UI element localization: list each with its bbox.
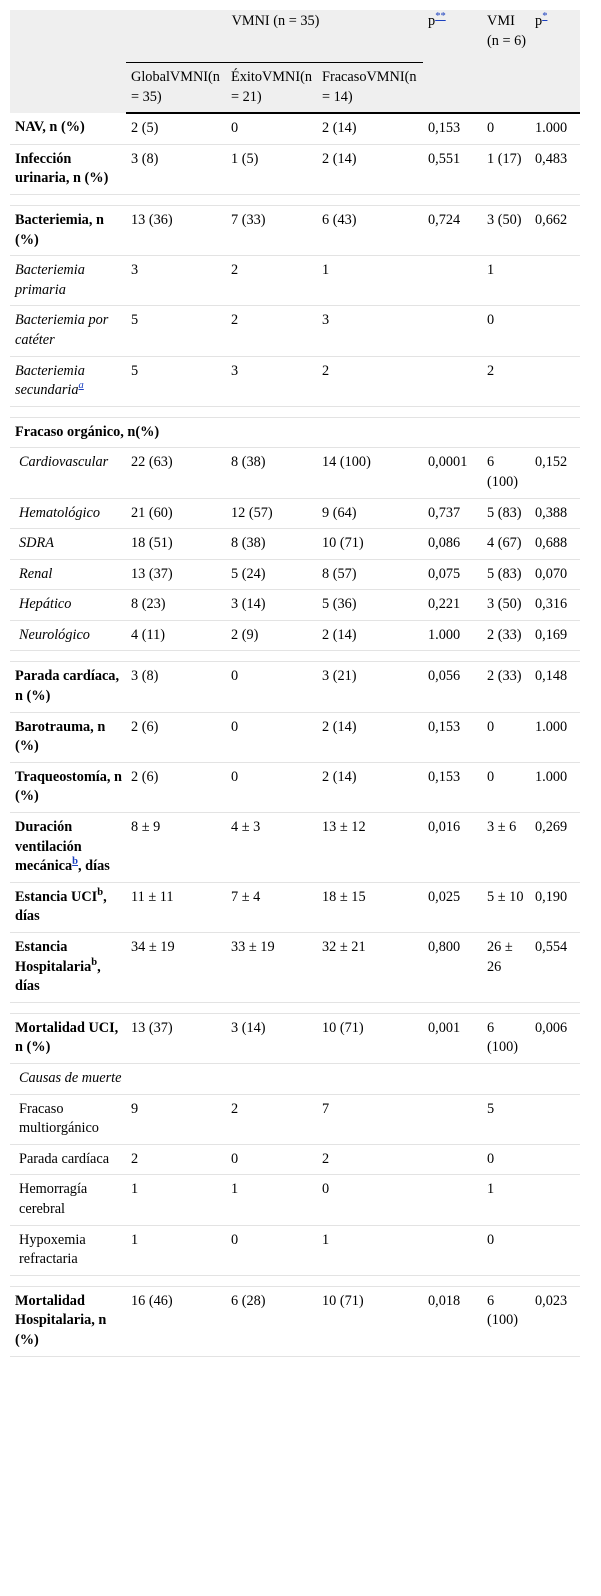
- cell-p-vmni: 0,221: [423, 590, 482, 621]
- cell-p-vmi: 0,006: [530, 1013, 580, 1063]
- header-blank: [10, 10, 126, 113]
- cell-p-vmi: 0,269: [530, 813, 580, 883]
- row-label-suffix: , días: [15, 888, 107, 925]
- cell-p-vmni: 0,001: [423, 1013, 482, 1063]
- cell-p-vmi: 1.000: [530, 762, 580, 812]
- table-row: [10, 256, 580, 306]
- row-label-suffix: , días: [78, 858, 110, 875]
- cell-p-vmi: 0,169: [530, 620, 580, 651]
- table-row: [10, 448, 580, 498]
- spacer-row: [10, 1002, 580, 1013]
- table-row: [10, 356, 580, 406]
- cell-vmi: 0: [482, 306, 530, 356]
- table-row: [10, 113, 580, 144]
- cell-p-vmni: 1.000: [423, 620, 482, 651]
- row-label: [10, 813, 126, 883]
- cell-p-vmi: 0,483: [530, 144, 580, 194]
- row-label: Bacteriemia por catéter: [10, 306, 126, 356]
- table-row: [10, 662, 580, 712]
- table-row: [10, 1144, 580, 1175]
- cell-exito: 0: [226, 1144, 317, 1175]
- cell-p-vmi: [530, 256, 580, 306]
- cell-exito: 2: [226, 306, 317, 356]
- table-row: [10, 712, 580, 762]
- cell-fracaso: 9 (64): [317, 498, 423, 529]
- row-label: Hematológico: [10, 498, 126, 529]
- cell-p-vmi: 0,688: [530, 529, 580, 560]
- cell-fracaso: 2 (14): [317, 144, 423, 194]
- cell-exito: 7 (33): [226, 205, 317, 255]
- cell-exito: 0: [226, 762, 317, 812]
- cell-p-vmni: 0,056: [423, 662, 482, 712]
- footnote-link-a[interactable]: a: [78, 380, 84, 392]
- cell-exito: 3 (14): [226, 1013, 317, 1063]
- cell-p-vmni: 0,075: [423, 559, 482, 590]
- cell-vmi: 2 (33): [482, 662, 530, 712]
- cell-global: 2: [126, 1144, 226, 1175]
- spacer-row: [10, 1275, 580, 1286]
- row-label: Parada cardíaca, n (%): [10, 662, 126, 712]
- cell-fracaso: 2: [317, 1144, 423, 1175]
- cell-global: 34 ± 19: [126, 933, 226, 1003]
- footnote-link-star[interactable]: *: [542, 11, 548, 23]
- cell-exito: 1 (5): [226, 144, 317, 194]
- results-table-container: [10, 10, 580, 1357]
- row-label: Infección urinaria, n (%): [10, 144, 126, 194]
- cell-global: 11 ± 11: [126, 882, 226, 932]
- cell-vmi: 2 (33): [482, 620, 530, 651]
- cell-global: 3 (8): [126, 144, 226, 194]
- spacer-row: [10, 194, 580, 205]
- cell-global: 8 ± 9: [126, 813, 226, 883]
- cell-global: 3 (8): [126, 662, 226, 712]
- cell-p-vmni: 0,153: [423, 712, 482, 762]
- row-label: Cardiovascular: [10, 448, 126, 498]
- cell-vmi: 26 ± 26: [482, 933, 530, 1003]
- cell-vmi: 4 (67): [482, 529, 530, 560]
- section-title: Causas de muerte: [10, 1063, 580, 1094]
- cell-fracaso: 2: [317, 356, 423, 406]
- cell-global: 8 (23): [126, 590, 226, 621]
- cell-exito: 2 (9): [226, 620, 317, 651]
- cell-p-vmni: 0,016: [423, 813, 482, 883]
- cell-global: 21 (60): [126, 498, 226, 529]
- cell-exito: 12 (57): [226, 498, 317, 529]
- row-label: Bacteriemia primaria: [10, 256, 126, 306]
- cell-p-vmi: 1.000: [530, 712, 580, 762]
- cell-vmi: 1 (17): [482, 144, 530, 194]
- cell-p-vmni: [423, 1225, 482, 1275]
- cell-fracaso: 10 (71): [317, 1013, 423, 1063]
- table-row: [10, 590, 580, 621]
- cell-fracaso: 2 (14): [317, 712, 423, 762]
- cell-vmi: 0: [482, 1225, 530, 1275]
- spacer-cell: [10, 406, 580, 417]
- cell-vmi: 1: [482, 256, 530, 306]
- cell-fracaso: 0: [317, 1175, 423, 1225]
- cell-exito: 2: [226, 1094, 317, 1144]
- table-row: [10, 529, 580, 560]
- cell-p-vmi: [530, 1175, 580, 1225]
- cell-vmi: 2: [482, 356, 530, 406]
- table-row: [10, 1286, 580, 1356]
- row-label: Fracaso multiorgánico: [10, 1094, 126, 1144]
- cell-fracaso: 7: [317, 1094, 423, 1144]
- cell-p-vmi: 0,070: [530, 559, 580, 590]
- row-label: [10, 356, 126, 406]
- cell-global: 13 (37): [126, 559, 226, 590]
- cell-global: 9: [126, 1094, 226, 1144]
- cell-p-vmi: [530, 1094, 580, 1144]
- cell-exito: 0: [226, 712, 317, 762]
- spacer-row: [10, 651, 580, 662]
- header-p-vmni: p**: [423, 10, 482, 63]
- table-row: [10, 559, 580, 590]
- cell-p-vmi: 1.000: [530, 113, 580, 144]
- cell-vmi: 5 ± 10: [482, 882, 530, 932]
- cell-p-vmni: [423, 356, 482, 406]
- table-row: [10, 1013, 580, 1063]
- cell-fracaso: 13 ± 12: [317, 813, 423, 883]
- table-row: [10, 813, 580, 883]
- superscript-b: b: [91, 956, 98, 968]
- table-row: [10, 1094, 580, 1144]
- cell-p-vmni: [423, 1144, 482, 1175]
- footnote-link-double-star[interactable]: **: [435, 11, 446, 23]
- cell-exito: 0: [226, 113, 317, 144]
- cell-fracaso: 10 (71): [317, 529, 423, 560]
- cell-p-vmni: [423, 306, 482, 356]
- cell-p-vmni: 0,086: [423, 529, 482, 560]
- cell-exito: 8 (38): [226, 529, 317, 560]
- cell-p-vmni: 0,025: [423, 882, 482, 932]
- row-label-text: Estancia UCI: [15, 888, 98, 905]
- row-label: Bacteriemia, n (%): [10, 205, 126, 255]
- row-label: Renal: [10, 559, 126, 590]
- cell-fracaso: 6 (43): [317, 205, 423, 255]
- table-row: [10, 620, 580, 651]
- cell-p-vmni: 0,153: [423, 762, 482, 812]
- cell-p-vmni: 0,737: [423, 498, 482, 529]
- cell-p-vmni: [423, 1175, 482, 1225]
- cell-fracaso: 8 (57): [317, 559, 423, 590]
- cell-vmi: 6 (100): [482, 1013, 530, 1063]
- header-exito-vmni: ÉxitoVMNI(n = 21): [226, 63, 317, 114]
- cell-p-vmni: [423, 1094, 482, 1144]
- cell-p-vmi: 0,023: [530, 1286, 580, 1356]
- row-label: Mortalidad Hospitalaria, n (%): [10, 1286, 126, 1356]
- cell-fracaso: 2 (14): [317, 762, 423, 812]
- cell-vmi: 0: [482, 113, 530, 144]
- cell-p-vmni: 0,724: [423, 205, 482, 255]
- row-label: [10, 882, 126, 932]
- cell-p-vmni: 0,018: [423, 1286, 482, 1356]
- table-row: [10, 882, 580, 932]
- spacer-cell: [10, 194, 580, 205]
- header-blank-vmi: [482, 63, 530, 114]
- cell-global: 13 (36): [126, 205, 226, 255]
- cell-vmi: 5 (83): [482, 498, 530, 529]
- cell-global: 13 (37): [126, 1013, 226, 1063]
- cell-exito: 2: [226, 256, 317, 306]
- cell-global: 3: [126, 256, 226, 306]
- footnote-link-b[interactable]: b: [72, 856, 79, 868]
- spacer-cell: [10, 1275, 580, 1286]
- spacer-row: [10, 406, 580, 417]
- table-row: [10, 205, 580, 255]
- cell-global: 1: [126, 1175, 226, 1225]
- cell-global: 2 (6): [126, 762, 226, 812]
- cell-fracaso: 18 ± 15: [317, 882, 423, 932]
- cell-fracaso: 2 (14): [317, 113, 423, 144]
- table-header: [10, 10, 580, 113]
- row-label: Barotrauma, n (%): [10, 712, 126, 762]
- row-label: NAV, n (%): [10, 113, 126, 144]
- header-p-vmi: p*: [530, 10, 580, 63]
- cell-vmi: 5: [482, 1094, 530, 1144]
- row-label: [10, 933, 126, 1003]
- cell-p-vmni: 0,551: [423, 144, 482, 194]
- table-row: [10, 1225, 580, 1275]
- row-label: Hemorragía cerebral: [10, 1175, 126, 1225]
- cell-p-vmni: 0,800: [423, 933, 482, 1003]
- header-vmi: VMI (n = 6): [482, 10, 530, 63]
- cell-exito: 4 ± 3: [226, 813, 317, 883]
- cell-fracaso: 3: [317, 306, 423, 356]
- cell-exito: 33 ± 19: [226, 933, 317, 1003]
- results-table: [10, 10, 580, 1357]
- row-label-suffix: , días: [15, 958, 101, 995]
- spacer-cell: [10, 651, 580, 662]
- cell-fracaso: 1: [317, 1225, 423, 1275]
- cell-vmi: 0: [482, 712, 530, 762]
- cell-vmi: 0: [482, 1144, 530, 1175]
- cell-global: 5: [126, 356, 226, 406]
- cell-p-vmi: 0,148: [530, 662, 580, 712]
- spacer-cell: [10, 1002, 580, 1013]
- cell-global: 2 (5): [126, 113, 226, 144]
- header-fracaso-vmni: FracasoVMNI(n = 14): [317, 63, 423, 114]
- cell-global: 4 (11): [126, 620, 226, 651]
- row-label: SDRA: [10, 529, 126, 560]
- table-row: [10, 498, 580, 529]
- cell-exito: 8 (38): [226, 448, 317, 498]
- cell-vmi: 3 (50): [482, 590, 530, 621]
- row-label-text: Duración ventilación mecánica: [15, 819, 82, 875]
- row-label: Traqueostomía, n (%): [10, 762, 126, 812]
- cell-exito: 5 (24): [226, 559, 317, 590]
- row-label-text: Bacteriemia secundaria: [15, 362, 85, 399]
- table-row: [10, 762, 580, 812]
- row-label: Neurológico: [10, 620, 126, 651]
- cell-exito: 3 (14): [226, 590, 317, 621]
- cell-p-vmi: 0,554: [530, 933, 580, 1003]
- cell-p-vmi: 0,662: [530, 205, 580, 255]
- cell-p-vmi: 0,316: [530, 590, 580, 621]
- section-row: [10, 417, 580, 448]
- cell-p-vmi: 0,388: [530, 498, 580, 529]
- table-row: [10, 144, 580, 194]
- cell-exito: 7 ± 4: [226, 882, 317, 932]
- row-label: Parada cardíaca: [10, 1144, 126, 1175]
- cell-exito: 0: [226, 662, 317, 712]
- cell-fracaso: 10 (71): [317, 1286, 423, 1356]
- cell-p-vmi: [530, 1225, 580, 1275]
- row-label: Hepático: [10, 590, 126, 621]
- table-row: [10, 306, 580, 356]
- cell-global: 2 (6): [126, 712, 226, 762]
- cell-vmi: 6 (100): [482, 1286, 530, 1356]
- section-row: [10, 1063, 580, 1094]
- cell-p-vmi: [530, 306, 580, 356]
- cell-p-vmi: [530, 1144, 580, 1175]
- cell-global: 16 (46): [126, 1286, 226, 1356]
- cell-exito: 3: [226, 356, 317, 406]
- cell-vmi: 1: [482, 1175, 530, 1225]
- row-label: Mortalidad UCI, n (%): [10, 1013, 126, 1063]
- cell-vmi: 3 (50): [482, 205, 530, 255]
- cell-global: 1: [126, 1225, 226, 1275]
- cell-p-vmni: [423, 256, 482, 306]
- cell-vmi: 6 (100): [482, 448, 530, 498]
- cell-global: 22 (63): [126, 448, 226, 498]
- cell-fracaso: 1: [317, 256, 423, 306]
- superscript-b: b: [97, 887, 104, 899]
- header-vmni-group: VMNI (n = 35): [126, 10, 423, 63]
- header-blank-p2: [530, 63, 580, 114]
- row-label-text: Estancia Hospitalaria: [15, 939, 92, 975]
- table-row: [10, 933, 580, 1003]
- cell-global: 18 (51): [126, 529, 226, 560]
- cell-exito: 0: [226, 1225, 317, 1275]
- header-global-vmni: GlobalVMNI(n = 35): [126, 63, 226, 114]
- row-label: Hypoxemia refractaria: [10, 1225, 126, 1275]
- cell-fracaso: 14 (100): [317, 448, 423, 498]
- table-row: [10, 1175, 580, 1225]
- cell-vmi: 3 ± 6: [482, 813, 530, 883]
- cell-fracaso: 32 ± 21: [317, 933, 423, 1003]
- cell-fracaso: 5 (36): [317, 590, 423, 621]
- cell-fracaso: 3 (21): [317, 662, 423, 712]
- cell-exito: 6 (28): [226, 1286, 317, 1356]
- table-body: [10, 113, 580, 1356]
- cell-fracaso: 2 (14): [317, 620, 423, 651]
- cell-exito: 1: [226, 1175, 317, 1225]
- cell-p-vmi: 0,190: [530, 882, 580, 932]
- cell-vmi: 5 (83): [482, 559, 530, 590]
- cell-p-vmni: 0,153: [423, 113, 482, 144]
- cell-global: 5: [126, 306, 226, 356]
- cell-p-vmni: 0,0001: [423, 448, 482, 498]
- header-blank-p1: [423, 63, 482, 114]
- cell-p-vmi: [530, 356, 580, 406]
- cell-p-vmi: 0,152: [530, 448, 580, 498]
- section-title: Fracaso orgánico, n(%): [10, 417, 580, 448]
- cell-vmi: 0: [482, 762, 530, 812]
